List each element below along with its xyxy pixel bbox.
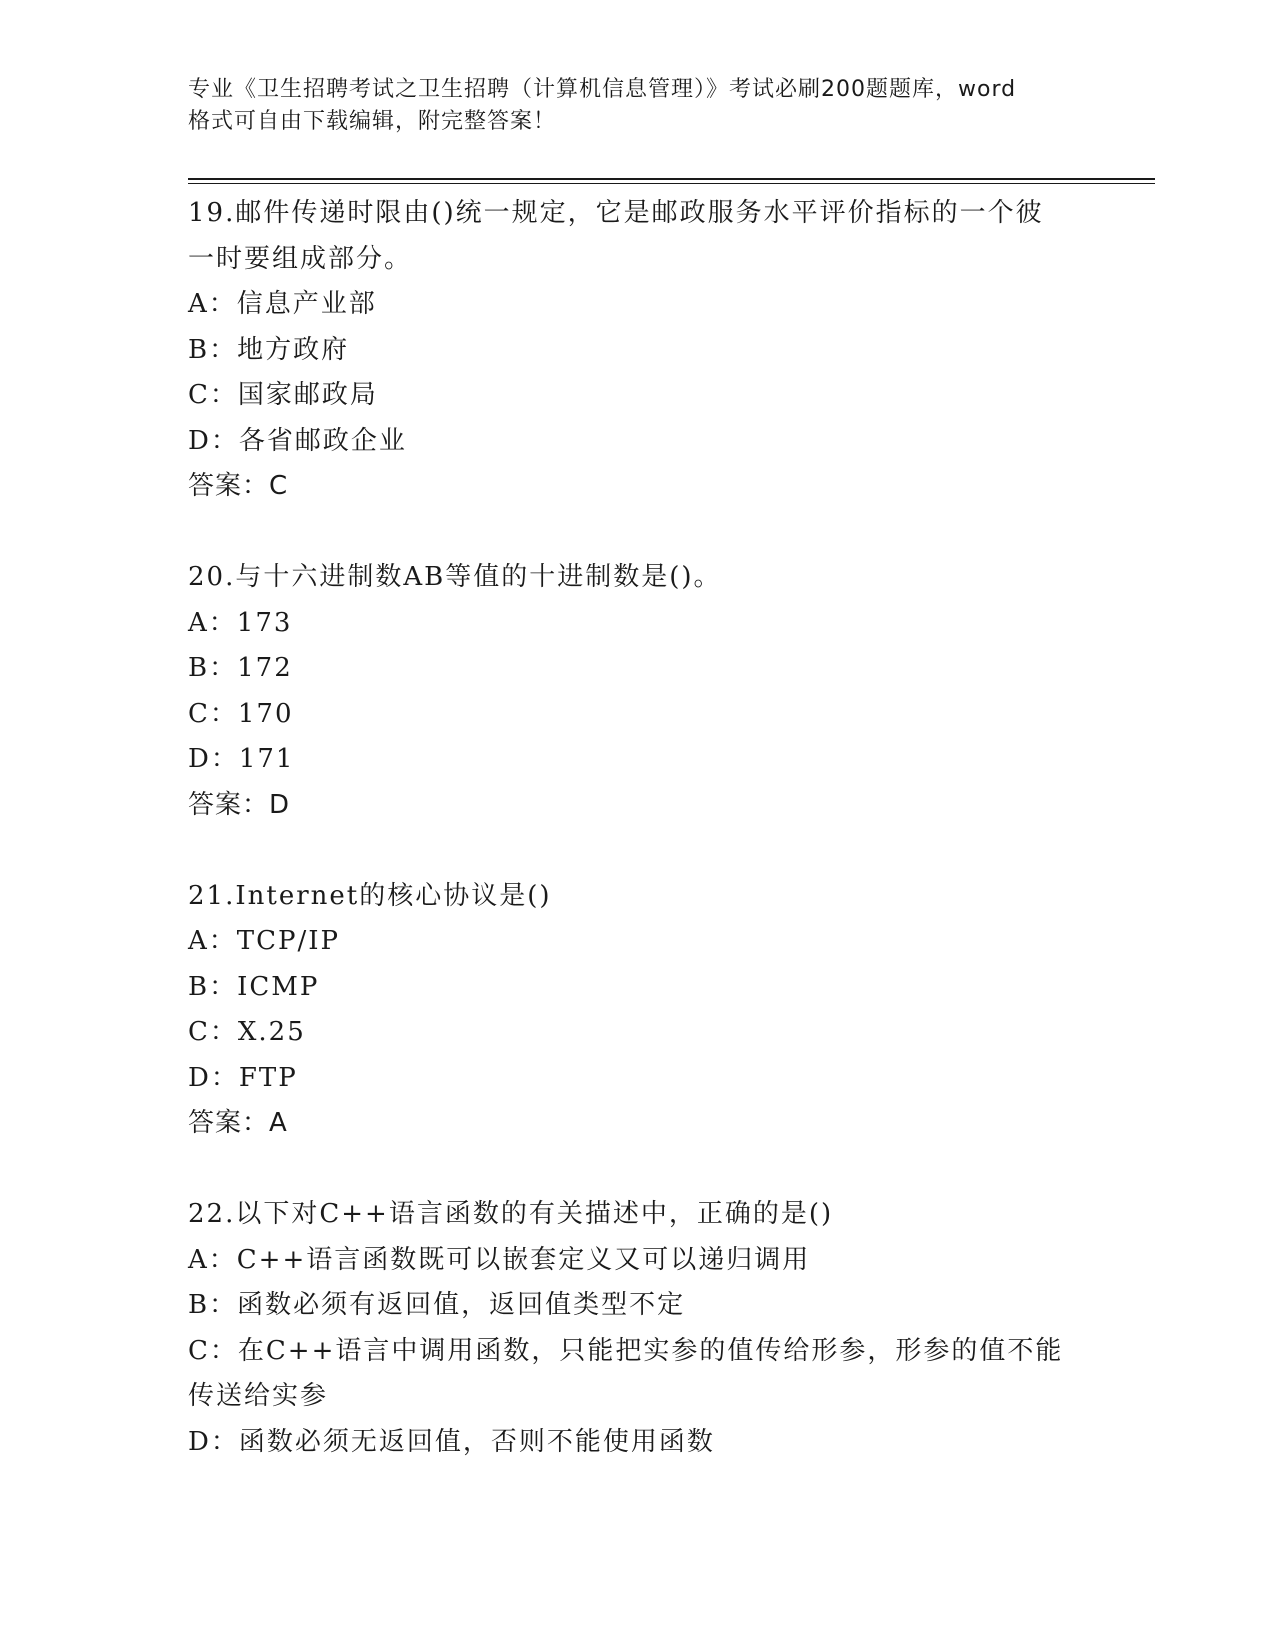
option-a: A：TCP/IP <box>188 926 341 956</box>
question-stem: 20.与十六进制数AB等值的十进制数是()。 <box>188 562 722 592</box>
answer-line: 答案：C <box>188 471 289 501</box>
header-line-2: 格式可自由下载编辑，附完整答案！ <box>188 109 557 134</box>
answer-line: 答案：D <box>188 789 291 820</box>
question-list <box>188 191 1088 1465</box>
question-stem: 22.以下对C++语言函数的有关描述中，正确的是() <box>188 1199 834 1229</box>
option-c: C：国家邮政局 <box>188 380 378 410</box>
option-b: B：地方政府 <box>188 334 350 365</box>
option-c: C：在C++语言中调用函数，只能把实参的值传给形参，形参的值不能 <box>188 1335 1064 1366</box>
option-b: B：172 <box>188 653 293 683</box>
option-d: D：函数必须无返回值，否则不能使用函数 <box>188 1426 715 1457</box>
question-spacer <box>188 828 1088 874</box>
option-d: D：各省邮政企业 <box>188 425 407 456</box>
question-22 <box>188 1192 1088 1465</box>
question-spacer <box>188 1147 1088 1193</box>
header-divider-thin <box>188 183 1155 184</box>
header-divider-thick <box>188 178 1155 180</box>
question-19 <box>188 191 1088 510</box>
option-a: A：173 <box>188 607 293 638</box>
question-spacer <box>188 510 1088 556</box>
question-20 <box>188 555 1088 828</box>
option-b: B：ICMP <box>188 971 320 1002</box>
option-a: A：信息产业部 <box>188 289 377 319</box>
option-a: A：C++语言函数既可以嵌套定义又可以递归调用 <box>188 1244 811 1275</box>
option-c-continued: 传送给实参 <box>188 1381 329 1411</box>
answer-line: 答案：A <box>188 1108 288 1138</box>
header-line-1: 专业《卫生招聘考试之卫生招聘（计算机信息管理）》考试必刷200题题库，word <box>188 77 1017 102</box>
question-stem-continued: 一时要组成部分。 <box>188 243 413 274</box>
question-21 <box>188 874 1088 1147</box>
option-d: D：171 <box>188 744 295 774</box>
option-b: B：函数必须有返回值，返回值类型不定 <box>188 1290 686 1320</box>
question-stem: 19.邮件传递时限由()统一规定，它是邮政服务水平评价指标的一个彼 <box>188 198 1044 228</box>
document-header <box>188 74 1088 138</box>
option-d: D：FTP <box>188 1062 298 1093</box>
question-stem: 21.Internet的核心协议是() <box>188 880 552 911</box>
option-c: C：X.25 <box>188 1017 306 1047</box>
option-c: C：170 <box>188 698 294 729</box>
